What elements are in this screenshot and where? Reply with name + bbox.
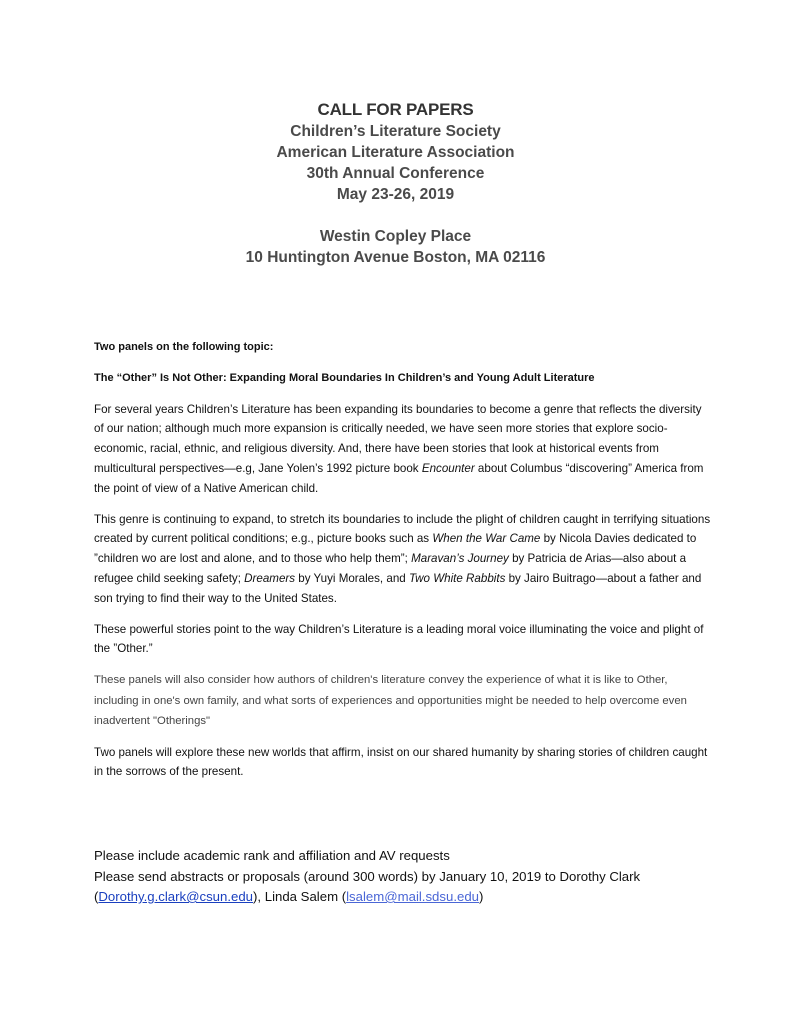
email-link-dorothy-clark[interactable]: Dorothy.g.clark@csun.edu <box>98 889 254 904</box>
book-title-maravans-journey: Maravan’s Journey <box>411 552 509 566</box>
venue-address: 10 Huntington Avenue Boston, MA 02116 <box>245 249 546 266</box>
paragraph-2-text-e: by Jairo Buitrago—about a father and son trying to find their way to the United States. <box>94 571 702 605</box>
book-title-dreamers: Dreamers <box>244 571 296 585</box>
book-title-when-the-war-came: When the War Came <box>432 532 541 546</box>
document-header <box>0 99 791 268</box>
paragraph-2-text-d: by Yuyi Morales, and <box>295 571 409 585</box>
panels-intro: Two panels on the following topic: <box>94 341 274 353</box>
paragraph-2-text-c: by Patricia de Arias—also about a refugee child seeking safety; <box>94 552 687 585</box>
document-body <box>94 338 714 782</box>
paragraph-5: Two panels will explore these new worlds that affirm, insist on our shared humanity by sharing stories of children caught in the sorrows of the present. <box>94 745 708 779</box>
contact-section <box>94 846 734 908</box>
close-paren: ) <box>479 889 484 904</box>
contact-separator: ), Linda Salem ( <box>253 889 347 904</box>
email-link-linda-salem[interactable]: lsalem@mail.sdsu.edu <box>346 889 479 904</box>
open-paren: ( <box>94 889 99 904</box>
paragraph-1-text-b: about Columbus “discovering” America from the point of view of a Native American child. <box>94 461 704 495</box>
paragraph-1-text-a: For several years Children’s Literature has been expanding its boundaries to become a genre that reflects the diversity of our nation; although much more expansion is critically needed, we have seen more stories that explore socio-economic, racial, ethnic, and religious diversity. And, there have been stories that look at historical events from multicultural perspectives—e.g, Jane Yolen’s 1992 picture book <box>94 402 702 475</box>
book-title-encounter: Encounter <box>421 461 475 475</box>
conference-name: 30th Annual Conference <box>306 165 485 182</box>
paragraph-3: These powerful stories point to the way Children’s Literature is a leading moral voice illuminating the voice and plight of the ”Other.” <box>94 622 704 656</box>
contact-emails <box>94 887 734 908</box>
submission-requirements: Please include academic rank and affiliation and AV requests <box>94 848 450 863</box>
topic-title: The “Other” Is Not Other: Expanding Moral Boundaries In Children’s and Young Adult Literature <box>94 371 595 384</box>
society-name: Children’s Literature Society <box>290 123 501 140</box>
venue-name: Westin Copley Place <box>319 228 472 245</box>
paragraph-2-text-b: by Nicola Davies dedicated to ”children wo are lost and alone, and to those who help them”; <box>94 532 697 566</box>
paragraph-2-text-a: This genre is continuing to expand, to stretch its boundaries to include the plight of children caught in terrifying situations created by current political conditions; e.g., picture books such as <box>94 512 711 546</box>
paragraph-2 <box>94 510 714 609</box>
association-name: American Literature Association <box>276 144 515 161</box>
paragraph-4: These panels will also consider how authors of children's literature convey the experience of what it is like to Other, including in one's own family, and what sorts of experiences and opportunities might be needed to help overcome even inadvertent "Otherings" <box>94 674 687 728</box>
book-title-two-white-rabbits: Two White Rabbits <box>408 571 506 585</box>
paragraph-1 <box>94 400 714 499</box>
page-title: CALL FOR PAPERS <box>317 100 474 119</box>
submission-instructions: Please send abstracts or proposals (around 300 words) by January 10, 2019 to Dorothy Clark <box>94 868 641 884</box>
conference-dates: May 23-26, 2019 <box>336 186 455 203</box>
